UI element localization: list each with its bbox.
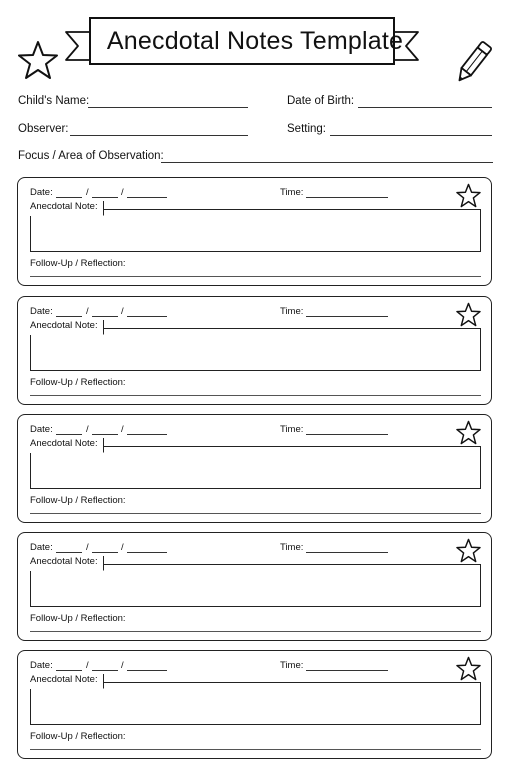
date-label: Date: [30,424,53,435]
follow-up-line[interactable] [30,276,481,277]
date-month-line[interactable] [92,197,118,198]
observation-entry [17,177,492,286]
date-separator: / [86,660,89,671]
date-of-birth-field[interactable] [287,95,493,111]
time-line[interactable] [306,316,388,317]
time-line[interactable] [306,434,388,435]
setting-line[interactable] [330,135,492,136]
focus-field[interactable] [18,150,493,166]
date-label: Date: [30,542,53,553]
focus-line[interactable] [161,162,493,163]
date-separator: / [86,542,89,553]
date-separator: / [86,187,89,198]
pencil-icon [452,38,494,88]
date-label: Date: [30,660,53,671]
setting-label: Setting: [287,123,326,135]
setting-field[interactable] [287,123,493,139]
follow-up-line[interactable] [30,749,481,750]
follow-up-label: Follow-Up / Reflection: [30,613,126,624]
date-separator: / [86,306,89,317]
date-separator: / [121,424,124,435]
date-day-line[interactable] [56,670,82,671]
child-name-label: Child's Name: [18,95,90,107]
date-month-line[interactable] [92,670,118,671]
date-month-line[interactable] [92,552,118,553]
follow-up-label: Follow-Up / Reflection: [30,258,126,269]
page-title: Anecdotal Notes Template [106,26,404,55]
follow-up-line[interactable] [30,631,481,632]
header [0,0,512,90]
observer-field[interactable] [18,123,250,139]
date-separator: / [121,660,124,671]
child-name-line[interactable] [88,107,248,108]
observation-entry [17,296,492,405]
anecdotal-note-label: Anecdotal Note: [30,320,104,335]
date-month-line[interactable] [92,316,118,317]
time-line[interactable] [306,197,388,198]
observation-entry [17,414,492,523]
date-separator: / [121,306,124,317]
date-day-line[interactable] [56,316,82,317]
star-icon [456,656,481,681]
anecdotal-note-label: Anecdotal Note: [30,201,104,216]
time-label: Time: [280,424,304,435]
date-year-line[interactable] [127,670,167,671]
date-separator: / [121,187,124,198]
date-of-birth-line[interactable] [358,107,492,108]
date-year-line[interactable] [127,552,167,553]
date-day-line[interactable] [56,552,82,553]
date-separator: / [86,424,89,435]
follow-up-line[interactable] [30,513,481,514]
time-label: Time: [280,660,304,671]
date-year-line[interactable] [127,316,167,317]
child-name-field[interactable] [18,95,250,111]
follow-up-label: Follow-Up / Reflection: [30,495,126,506]
date-label: Date: [30,187,53,198]
observer-line[interactable] [70,135,248,136]
time-label: Time: [280,187,304,198]
follow-up-label: Follow-Up / Reflection: [30,731,126,742]
date-of-birth-label: Date of Birth: [287,95,355,107]
anecdotal-note-label: Anecdotal Note: [30,438,104,453]
date-day-line[interactable] [56,434,82,435]
anecdotal-note-label: Anecdotal Note: [30,556,104,571]
date-day-line[interactable] [56,197,82,198]
star-icon [456,420,481,445]
observer-label: Observer: [18,123,69,135]
anecdotal-note-label: Anecdotal Note: [30,674,104,689]
star-icon [456,302,481,327]
date-label: Date: [30,306,53,317]
follow-up-label: Follow-Up / Reflection: [30,377,126,388]
observation-entry [17,532,492,641]
star-icon [18,40,58,80]
date-year-line[interactable] [127,197,167,198]
time-label: Time: [280,306,304,317]
follow-up-line[interactable] [30,395,481,396]
star-icon [456,538,481,563]
focus-label: Focus / Area of Observation: [18,150,164,162]
date-separator: / [121,542,124,553]
time-line[interactable] [306,552,388,553]
date-month-line[interactable] [92,434,118,435]
star-icon [456,183,481,208]
time-label: Time: [280,542,304,553]
time-line[interactable] [306,670,388,671]
date-year-line[interactable] [127,434,167,435]
observation-entry [17,650,492,759]
